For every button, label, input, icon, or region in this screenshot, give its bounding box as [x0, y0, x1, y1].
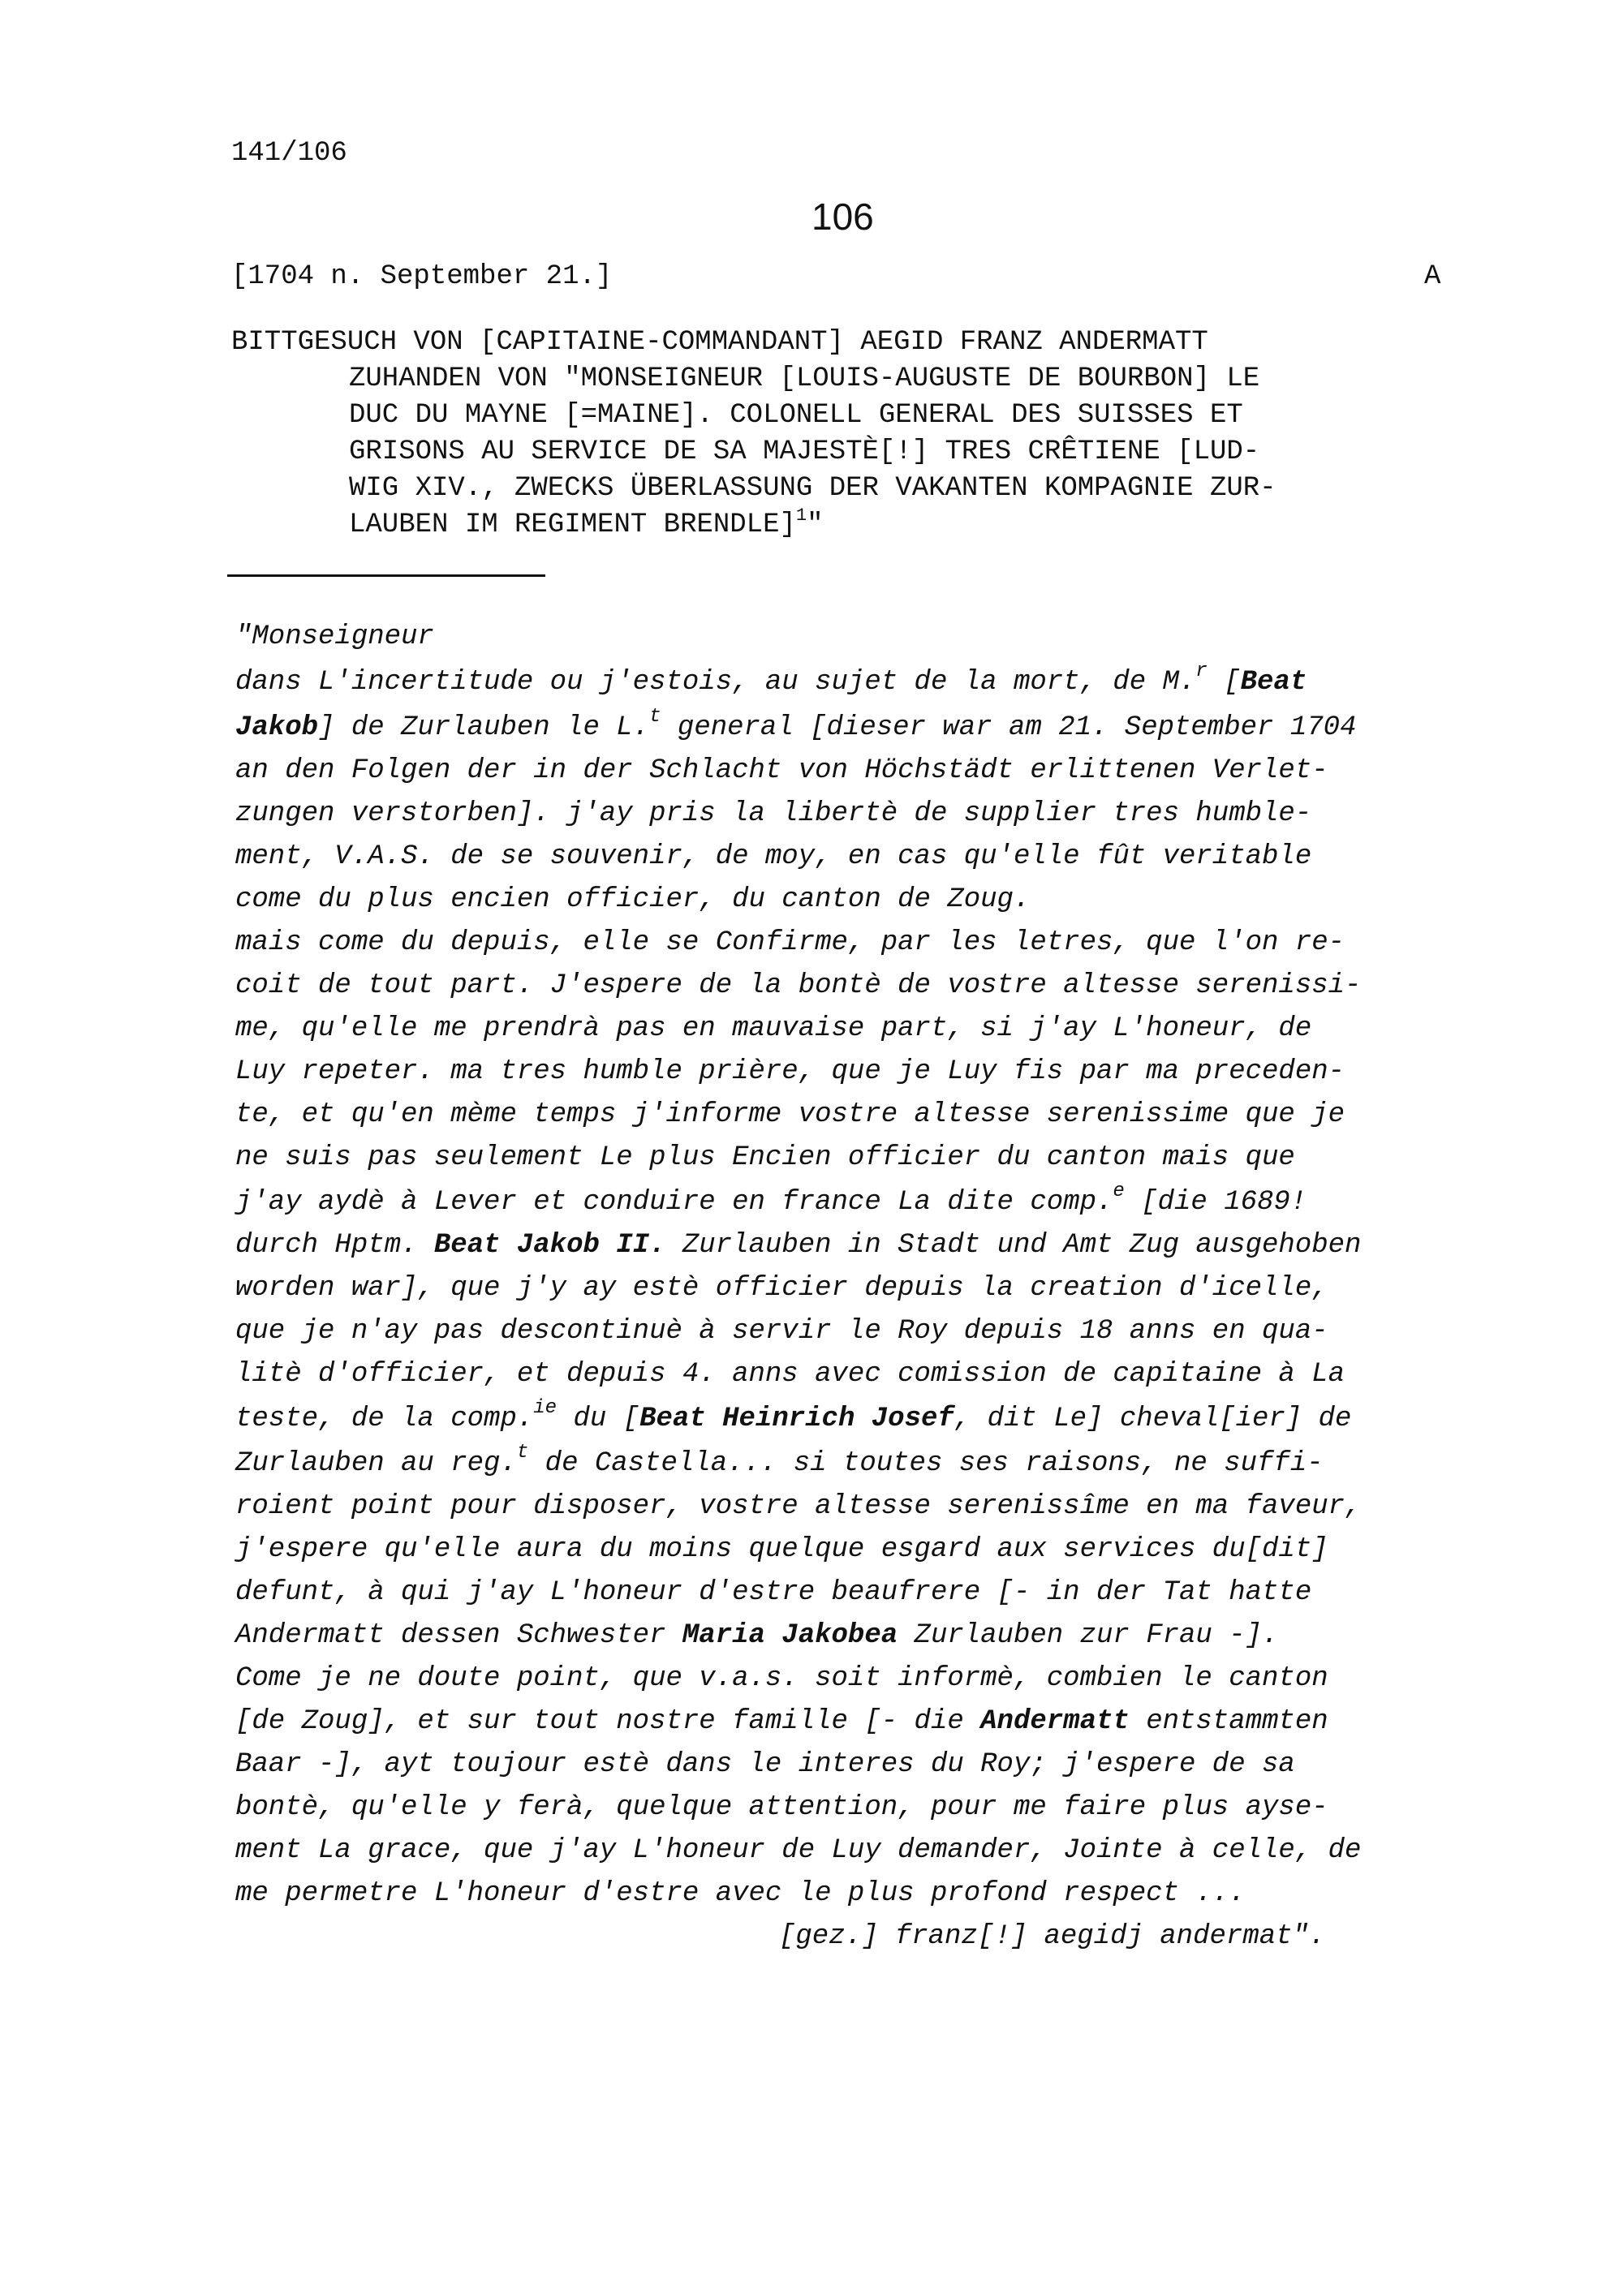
person-name: Beat: [1240, 667, 1307, 698]
letter-line-5: zungen verstorben]. j'ay pris la libertè de supplier tres humble-: [235, 798, 1312, 829]
superscript: ie: [533, 1397, 558, 1419]
title-line-3: DUC DU MAYNE [=MAINE]. COLONELL GENERAL DES SUISSES ET: [349, 400, 1243, 431]
letter-text: [die 1689!: [1124, 1187, 1307, 1218]
person-name: Maria Jakobea: [682, 1620, 898, 1651]
letter-line-23: defunt, à qui j'ay L'honeur d'estre beaufrere [- in der Tat hatte: [235, 1577, 1312, 1608]
letter-line-9: coit de tout part. J'espere de la bontè de vostre altesse serenissi-: [235, 970, 1362, 1001]
letter-line-14: [235, 1180, 1307, 1218]
letter-line-28: bontè, qu'elle y ferà, quelque attention, pour me faire plus ayse-: [235, 1792, 1328, 1823]
page-number: 106: [812, 196, 874, 238]
letter-text: j'ay aydè à Lever et conduire en france La dite comp.: [235, 1187, 1113, 1218]
letter-line-12: te, et qu'en mème temps j'informe vostre altesse serenissime que je: [235, 1099, 1345, 1130]
title-line-1: BITTGESUCH VON [CAPITAINE-COMMANDANT] AEGID FRANZ ANDERMATT: [231, 327, 1208, 358]
letter-line-30: me permetre L'honeur d'estre avec le plus profond respect ...: [235, 1878, 1246, 1909]
superscript: e: [1113, 1180, 1125, 1202]
letter-line-4: an den Folgen der in der Schlacht von Höchstädt erlittenen Verlet-: [235, 755, 1328, 786]
document-marker: A: [1424, 261, 1441, 292]
person-name: Beat Heinrich Josef: [639, 1404, 954, 1434]
superscript: t: [649, 706, 661, 728]
person-name: Beat Jakob II.: [433, 1230, 666, 1261]
letter-line-17: que je n'ay pas descontinuè à servir le Roy depuis 18 anns en qua-: [235, 1316, 1328, 1347]
letter-text: Zurlauben in Stadt und Amt Zug ausgehoben: [665, 1230, 1362, 1261]
letter-text: teste, de la comp.: [235, 1404, 534, 1434]
letter-line-1: "Monseigneur: [235, 621, 434, 652]
title-line-5: WIG XIV., ZWECKS ÜBERLASSUNG DER VAKANTEN KOMPAGNIE ZUR-: [349, 473, 1276, 504]
title-line-6: [349, 507, 824, 545]
letter-text: durch Hptm.: [235, 1230, 434, 1261]
letter-line-13: ne suis pas seulement Le plus Encien officier du canton mais que: [235, 1142, 1295, 1173]
letter-text: general [dieser war am 21. September 1704: [661, 712, 1357, 743]
title-line-6-text: LAUBEN IM REGIMENT BRENDLE]: [349, 510, 796, 540]
letter-line-19: [235, 1397, 1352, 1434]
letter-line-24: [235, 1620, 1278, 1651]
letter-line-6: ment, V.A.S. de se souvenir, de moy, en cas qu'elle fût veritable: [235, 841, 1312, 872]
letter-line-3: [235, 706, 1357, 743]
separator-rule: [227, 574, 545, 577]
title-line-2: ZUHANDEN VON "MONSEIGNEUR [LOUIS-AUGUSTE DE BOURBON] LE: [349, 363, 1260, 394]
letter-line-10: me, qu'elle me prendrà pas en mauvaise part, si j'ay L'honeur, de: [235, 1013, 1312, 1044]
letter-line-8: mais come du depuis, elle se Confirme, par les letres, que l'on re-: [235, 927, 1345, 958]
letter-line-18: litè d'officier, et depuis 4. anns avec comission de capitaine à La: [235, 1359, 1345, 1390]
letter-line-25: Come je ne doute point, que v.a.s. soit informè, combien le canton: [235, 1663, 1328, 1694]
person-name: Jakob: [235, 712, 319, 743]
letter-line-26: [235, 1706, 1328, 1737]
letter-line-11: Luy repeter. ma tres humble prière, que je Luy fis par ma preceden-: [235, 1056, 1345, 1087]
letter-line-16: worden war], que j'y ay estè officier depuis la creation d'icelle,: [235, 1273, 1328, 1304]
letter-line-7: come du plus encien officier, du canton de Zoug.: [235, 884, 1031, 915]
letter-line-20: [235, 1442, 1324, 1479]
letter-text: Zurlauben au reg.: [235, 1448, 517, 1479]
letter-text: [: [1207, 667, 1241, 698]
superscript: r: [1195, 660, 1208, 682]
document-date: [1704 n. September 21.]: [231, 261, 613, 292]
superscript: t: [516, 1442, 529, 1464]
letter-text: dans L'incertitude ou j'estois, au sujet de la mort, de M.: [235, 667, 1196, 698]
letter-line-29: ment La grace, que j'ay L'honeur de Luy demander, Jointe à celle, de: [235, 1835, 1362, 1866]
title-closing-quote: ": [807, 510, 824, 540]
signature-line: [gez.] franz[!] aegidj andermat".: [779, 1921, 1326, 1952]
letter-text: entstammten: [1129, 1706, 1328, 1737]
letter-text: de Castella... si toutes ses raisons, ne suffi-: [528, 1448, 1324, 1479]
letter-line-15: [235, 1230, 1361, 1261]
letter-line-22: j'espere qu'elle aura du moins quelque esgard aux services du[dit]: [235, 1534, 1328, 1565]
letter-line-2: [235, 660, 1307, 698]
letter-text: , dit Le] cheval[ier] de: [954, 1404, 1352, 1434]
letter-text: Andermatt dessen Schwester: [235, 1620, 682, 1651]
letter-text: du [: [557, 1404, 640, 1434]
footnote-ref-1: 1: [795, 505, 807, 526]
letter-text: Zurlauben zur Frau -].: [898, 1620, 1279, 1651]
letter-line-21: roient point pour disposer, vostre altesse serenissîme en ma faveur,: [235, 1491, 1362, 1522]
letter-line-27: Baar -], ayt toujour estè dans le interes du Roy; j'espere de sa: [235, 1749, 1295, 1780]
family-name: Andermatt: [980, 1706, 1130, 1737]
title-line-4: GRISONS AU SERVICE DE SA MAJESTÈ[!] TRES CRÊTIENE [LUD-: [349, 436, 1260, 467]
letter-text: ] de Zurlauben le L.: [318, 712, 650, 743]
letter-text: [de Zoug], et sur tout nostre famille [- die: [235, 1706, 981, 1737]
document-reference: 141/106: [231, 138, 347, 169]
